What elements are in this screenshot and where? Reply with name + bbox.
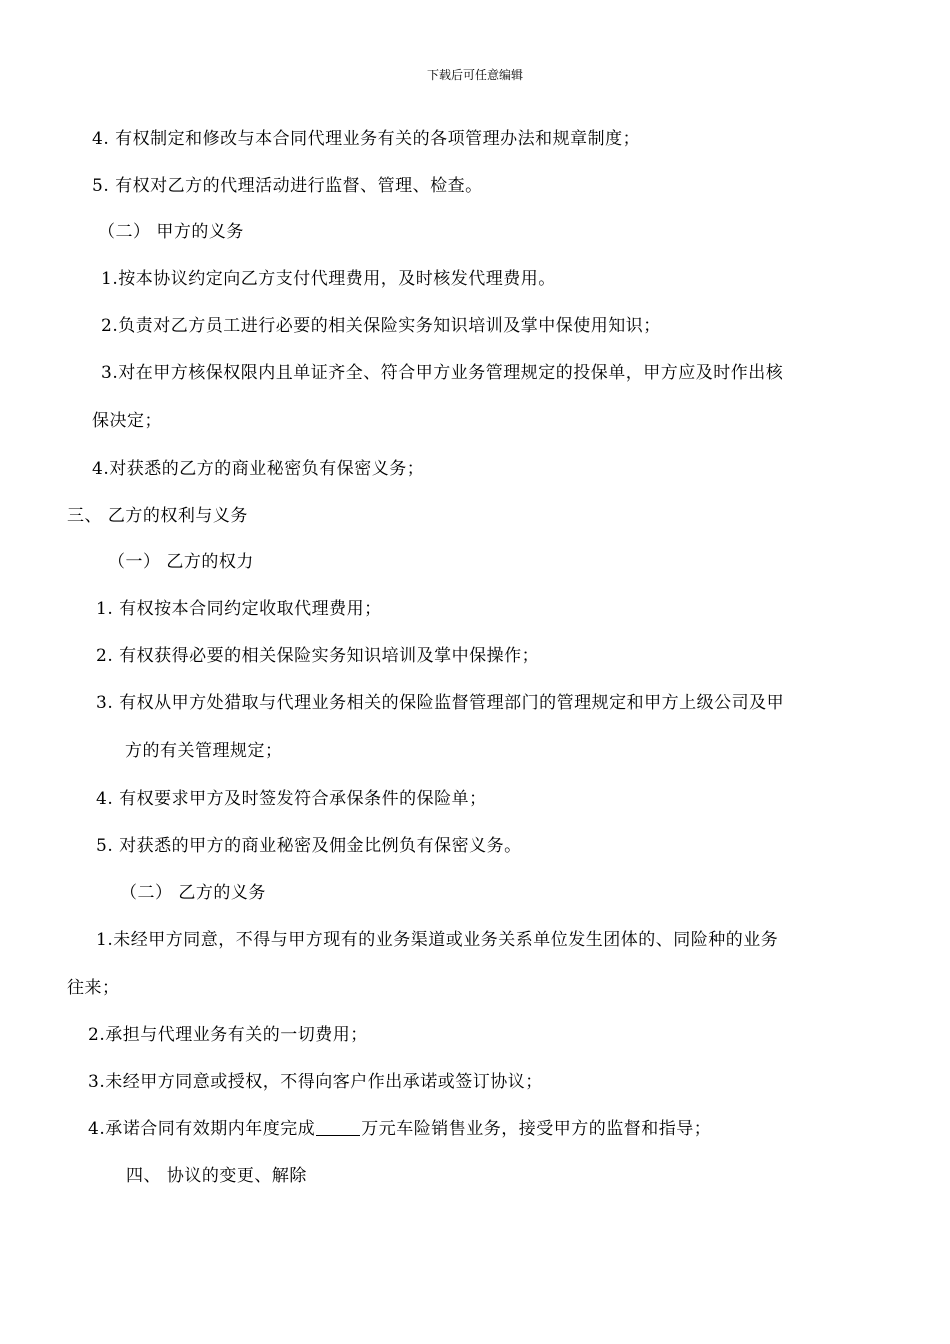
subsection-heading: （二） 甲方的义务 — [98, 222, 244, 242]
page-header: 下载后可任意编辑 — [426, 68, 523, 82]
paragraph-line: 1.按本协议约定向乙方支付代理费用，及时核发代理费用。 — [101, 269, 556, 289]
paragraph-line: 3.未经甲方同意或授权，不得向客户作出承诺或签订协议； — [88, 1072, 543, 1092]
paragraph-line: 2. 有权获得必要的相关保险实务知识培训及掌中保操作； — [96, 646, 540, 666]
line-text-before-blank: 4.承诺合同有效期内年度完成 — [88, 1119, 316, 1139]
paragraph-line — [88, 1118, 711, 1140]
paragraph-line: 5. 有权对乙方的代理活动进行监督、管理、检查。 — [92, 176, 483, 196]
paragraph-line: 4. 有权制定和修改与本合同代理业务有关的各项管理办法和规章制度； — [92, 129, 641, 149]
paragraph-line: 往来； — [67, 978, 120, 998]
paragraph-line: 4.对获悉的乙方的商业秘密负有保密义务； — [92, 459, 425, 479]
fill-in-blank — [316, 1120, 360, 1136]
paragraph-line: 方的有关管理规定； — [125, 741, 283, 761]
paragraph-line: 2.负责对乙方员工进行必要的相关保险实务知识培训及掌中保使用知识； — [101, 316, 661, 336]
subsection-heading: （二） 乙方的义务 — [120, 883, 266, 903]
paragraph-line: 1. 有权按本合同约定收取代理费用； — [96, 599, 382, 619]
line-text-after-blank: 万元车险销售业务，接受甲方的监督和指导； — [361, 1119, 712, 1139]
paragraph-line: 2.承担与代理业务有关的一切费用； — [88, 1025, 368, 1045]
paragraph-line: 保决定； — [92, 411, 162, 431]
paragraph-line: 1.未经甲方同意，不得与甲方现有的业务渠道或业务关系单位发生团体的、同险种的业务 — [96, 930, 779, 950]
paragraph-line: 5. 对获悉的甲方的商业秘密及佣金比例负有保密义务。 — [96, 836, 522, 856]
subsection-heading: （一） 乙方的权力 — [108, 552, 254, 572]
section-heading: 三、 乙方的权利与义务 — [67, 506, 248, 526]
section-heading: 四、 协议的变更、解除 — [126, 1166, 307, 1186]
paragraph-line: 4. 有权要求甲方及时签发符合承保条件的保险单； — [96, 789, 487, 809]
paragraph-line: 3.对在甲方核保权限内且单证齐全、符合甲方业务管理规定的投保单，甲方应及时作出核 — [101, 363, 784, 383]
paragraph-line: 3. 有权从甲方处猎取与代理业务相关的保险监督管理部门的管理规定和甲方上级公司及甲 — [96, 693, 785, 713]
